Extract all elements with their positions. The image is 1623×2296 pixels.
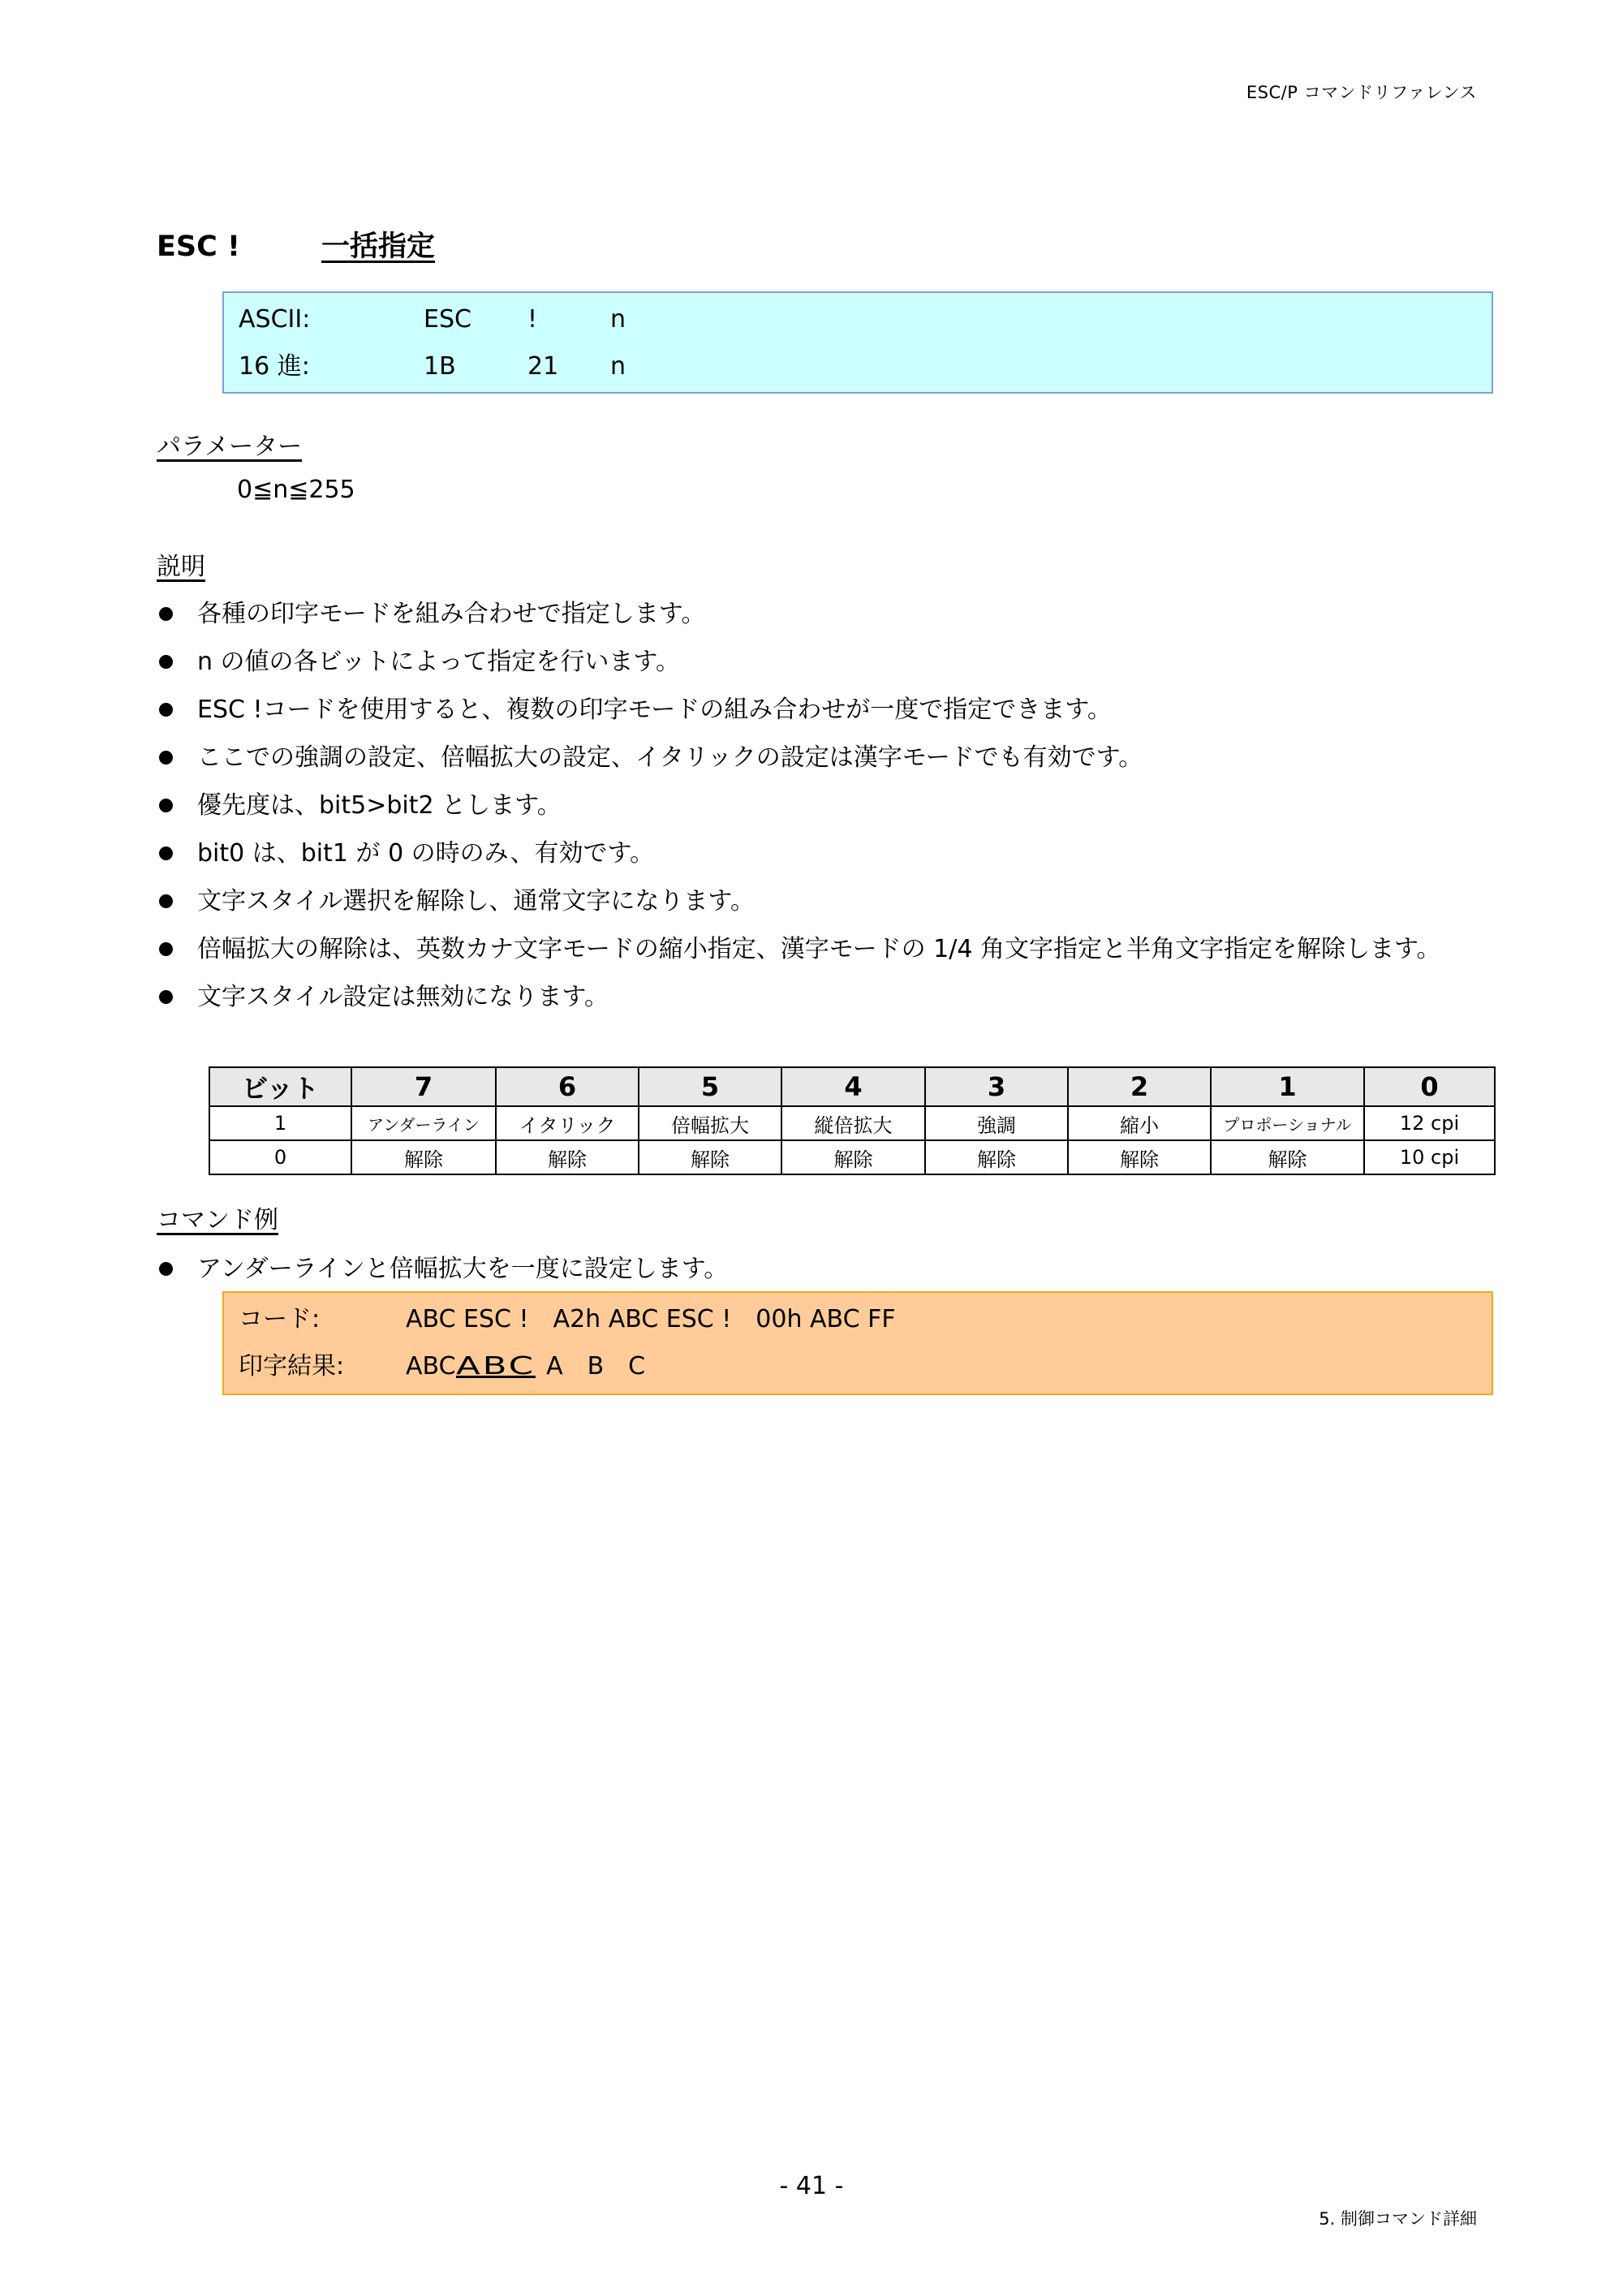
table-header-cell: 5 bbox=[639, 1067, 781, 1106]
table-row bbox=[209, 1140, 1495, 1174]
list-item: ESC !コードを使用すると、複数の印字モードの組み合わせが一度で指定できます。 bbox=[157, 686, 1496, 734]
table-cell: 縮小 bbox=[1068, 1106, 1211, 1140]
table-header-cell: ビット bbox=[209, 1067, 351, 1106]
table-header-cell: 1 bbox=[1211, 1067, 1364, 1106]
hex-code-3: n bbox=[610, 352, 626, 381]
list-item: ここでの強調の設定、倍幅拡大の設定、イタリックの設定は漢字モードでも有効です。 bbox=[157, 734, 1496, 782]
ascii-code-1: ESC bbox=[424, 305, 471, 334]
code-value: ABC ESC ! A2h ABC ESC ! 00h ABC FF bbox=[406, 1305, 896, 1333]
code-label: コード: bbox=[239, 1305, 321, 1333]
table-cell: 解除 bbox=[1068, 1140, 1211, 1174]
ascii-code-3: n bbox=[610, 305, 626, 334]
table-cell: 解除 bbox=[1211, 1140, 1364, 1174]
list-item: 優先度は、bit5>bit2 とします。 bbox=[157, 782, 1496, 829]
table-header-cell: 3 bbox=[925, 1067, 1068, 1106]
list-item: bit0 は、bit1 が 0 の時のみ、有効です。 bbox=[157, 829, 1496, 877]
result-normal-text-tail: A B C bbox=[546, 1352, 646, 1381]
table-row bbox=[209, 1106, 1495, 1140]
table-cell: イタリック bbox=[496, 1106, 639, 1140]
table-cell: 解除 bbox=[925, 1140, 1068, 1174]
table-header-row bbox=[209, 1067, 1495, 1106]
example-description: アンダーラインと倍幅拡大を一度に設定します。 bbox=[157, 1245, 728, 1293]
ascii-label: ASCII: bbox=[239, 305, 311, 334]
table-cell: 12 cpi bbox=[1364, 1106, 1495, 1140]
list-item: 各種の印字モードを組み合わせで指定します。 bbox=[157, 590, 1496, 638]
table-header-cell: 4 bbox=[781, 1067, 925, 1106]
syntax-box bbox=[222, 291, 1493, 394]
table-cell: 解除 bbox=[351, 1140, 496, 1174]
table-cell: 0 bbox=[209, 1140, 351, 1174]
section-title bbox=[157, 224, 435, 265]
table-cell: 倍幅拡大 bbox=[639, 1106, 781, 1140]
list-item: n の値の各ビットによって指定を行います。 bbox=[157, 638, 1496, 686]
description-heading: 説明 bbox=[157, 553, 205, 581]
hex-label: 16 進: bbox=[239, 352, 310, 381]
table-cell: 解除 bbox=[781, 1140, 925, 1174]
table-cell: 解除 bbox=[639, 1140, 781, 1174]
result-label: 印字結果: bbox=[239, 1352, 345, 1381]
table-cell: 1 bbox=[209, 1106, 351, 1140]
table-cell: 縦倍拡大 bbox=[781, 1106, 925, 1140]
page-number: - 41 - bbox=[779, 2172, 844, 2200]
example-box bbox=[222, 1291, 1493, 1395]
bit-table bbox=[209, 1066, 1496, 1175]
description-list bbox=[157, 590, 1496, 1021]
ascii-code-2: ! bbox=[527, 305, 538, 334]
command-description: 一括指定 bbox=[321, 230, 436, 263]
table-cell: アンダーライン bbox=[351, 1106, 496, 1140]
table-header-cell: 6 bbox=[496, 1067, 639, 1106]
hex-code-1: 1B bbox=[424, 352, 456, 381]
table-header-cell: 7 bbox=[351, 1067, 496, 1106]
list-item: 文字スタイル選択を解除し、通常文字になります。 bbox=[157, 877, 1496, 925]
result-wide-underlined-text: ABC bbox=[455, 1352, 536, 1381]
example-heading: コマンド例 bbox=[157, 1206, 278, 1234]
parameter-value: 0≦n≦255 bbox=[237, 476, 355, 504]
result-value bbox=[406, 1349, 645, 1385]
table-cell: 強調 bbox=[925, 1106, 1068, 1140]
result-row bbox=[239, 1349, 646, 1385]
running-footer: 5. 制御コマンド詳細 bbox=[1319, 2209, 1477, 2229]
table-cell: 10 cpi bbox=[1364, 1140, 1495, 1174]
table-header-cell: 2 bbox=[1068, 1067, 1211, 1106]
list-item: 文字スタイル設定は無効になります。 bbox=[157, 973, 1496, 1021]
code-row bbox=[239, 1302, 896, 1338]
table-cell: 解除 bbox=[496, 1140, 639, 1174]
result-normal-text: ABC bbox=[406, 1352, 456, 1381]
list-item: 倍幅拡大の解除は、英数カナ文字モードの縮小指定、漢字モードの 1/4 角文字指定と半角文字指定を解除します。 bbox=[157, 925, 1496, 973]
command-name: ESC ! bbox=[157, 230, 240, 263]
running-header: ESC/P コマンドリファレンス bbox=[1246, 83, 1477, 102]
hex-code-2: 21 bbox=[527, 352, 559, 381]
table-cell: プロポーショナル bbox=[1211, 1106, 1364, 1140]
parameter-heading: パラメーター bbox=[157, 433, 303, 461]
table-header-cell: 0 bbox=[1364, 1067, 1495, 1106]
